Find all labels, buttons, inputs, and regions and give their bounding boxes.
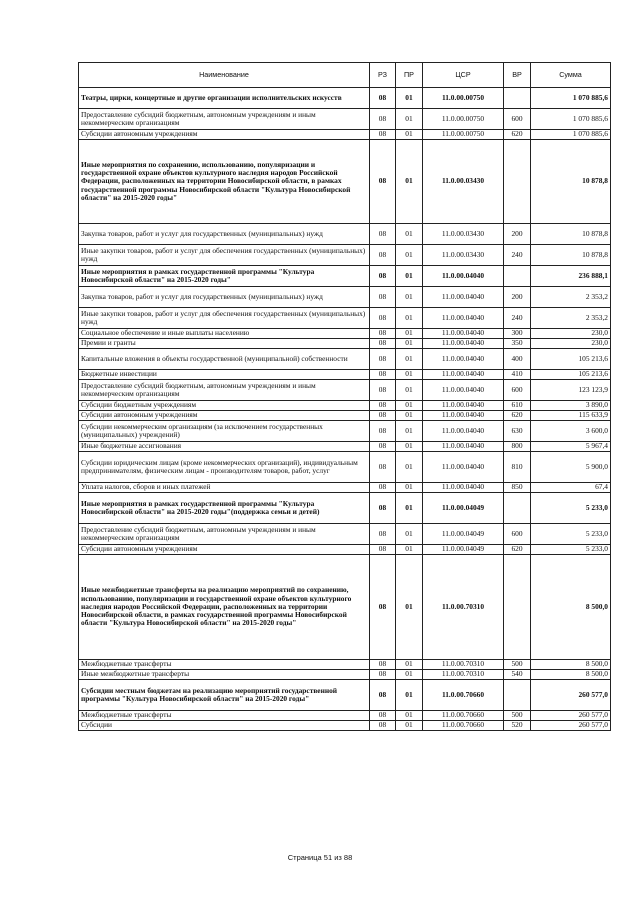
cell-vr (504, 266, 531, 287)
header-rz: РЗ (370, 63, 396, 88)
cell-csr: 11.0.00.04040 (423, 421, 504, 442)
cell-rz: 08 (370, 411, 396, 421)
cell-name: Театры, цирки, концертные и другие организации исполнительских искусств (79, 88, 370, 109)
cell-rz: 08 (370, 287, 396, 308)
cell-pr: 01 (396, 660, 423, 670)
cell-vr: 600 (504, 380, 531, 401)
cell-csr: 11.0.00.04040 (423, 339, 504, 349)
cell-pr: 01 (396, 329, 423, 339)
cell-rz: 08 (370, 308, 396, 329)
cell-sum: 5 967,4 (531, 442, 611, 452)
cell-sum: 10 878,8 (531, 245, 611, 266)
cell-pr: 01 (396, 493, 423, 524)
cell-csr: 11.0.00.03430 (423, 140, 504, 224)
table-row (79, 380, 611, 401)
cell-vr: 240 (504, 245, 531, 266)
cell-rz: 08 (370, 370, 396, 380)
cell-vr (504, 140, 531, 224)
cell-rz: 08 (370, 670, 396, 680)
table-header (79, 63, 611, 88)
table-row (79, 329, 611, 339)
cell-sum: 5 900,0 (531, 452, 611, 483)
cell-csr: 11.0.00.04040 (423, 452, 504, 483)
cell-csr: 11.0.00.04040 (423, 370, 504, 380)
cell-pr: 01 (396, 442, 423, 452)
cell-pr: 01 (396, 411, 423, 421)
cell-csr: 11.0.00.70660 (423, 711, 504, 721)
table-row (79, 545, 611, 555)
cell-vr: 620 (504, 545, 531, 555)
cell-vr: 500 (504, 711, 531, 721)
cell-rz: 08 (370, 266, 396, 287)
cell-name: Межбюджетные трансферты (79, 660, 370, 670)
cell-vr: 800 (504, 442, 531, 452)
cell-csr: 11.0.00.04040 (423, 266, 504, 287)
cell-rz: 08 (370, 380, 396, 401)
cell-sum: 3 600,0 (531, 421, 611, 442)
table-row (79, 442, 611, 452)
cell-csr: 11.0.00.04040 (423, 401, 504, 411)
cell-pr: 01 (396, 524, 423, 545)
cell-name: Иные межбюджетные трансферты (79, 670, 370, 680)
cell-rz: 08 (370, 493, 396, 524)
table-row (79, 483, 611, 493)
cell-rz: 08 (370, 524, 396, 545)
table-row (79, 109, 611, 130)
cell-csr: 11.0.00.04049 (423, 524, 504, 545)
table-row (79, 411, 611, 421)
cell-rz: 08 (370, 721, 396, 731)
cell-csr: 11.0.00.04040 (423, 329, 504, 339)
table-row (79, 524, 611, 545)
table-row (79, 266, 611, 287)
cell-csr: 11.0.00.00750 (423, 109, 504, 130)
cell-sum: 123 123,9 (531, 380, 611, 401)
cell-name: Субсидии автономным учреждениям (79, 130, 370, 140)
cell-name: Субсидии некоммерческим организациям (за исключением государственных (муниципальных) учреждений) (79, 421, 370, 442)
cell-vr: 200 (504, 287, 531, 308)
cell-vr: 810 (504, 452, 531, 483)
table-row (79, 287, 611, 308)
table-row (79, 493, 611, 524)
table-row (79, 401, 611, 411)
cell-rz: 08 (370, 245, 396, 266)
cell-sum: 260 577,0 (531, 721, 611, 731)
cell-csr: 11.0.00.04040 (423, 308, 504, 329)
cell-sum: 5 233,0 (531, 545, 611, 555)
table-row (79, 670, 611, 680)
header-sum: Сумма (531, 63, 611, 88)
cell-csr: 11.0.00.04049 (423, 545, 504, 555)
cell-name: Субсидии местным бюджетам на реализацию мероприятий государственной программы "Культура Новосибирской области" на 2015-2020 годы" (79, 680, 370, 711)
cell-vr: 410 (504, 370, 531, 380)
cell-vr: 610 (504, 401, 531, 411)
cell-vr: 300 (504, 329, 531, 339)
cell-vr (504, 493, 531, 524)
cell-name: Иные мероприятия в рамках государственной программы "Культура Новосибирской области" на 2015-2020 годы"(поддержка семьи и детей) (79, 493, 370, 524)
cell-csr: 11.0.00.70310 (423, 660, 504, 670)
cell-csr: 11.0.00.03430 (423, 224, 504, 245)
cell-vr: 350 (504, 339, 531, 349)
table-row (79, 88, 611, 109)
cell-rz: 08 (370, 224, 396, 245)
cell-sum: 1 070 885,6 (531, 130, 611, 140)
table-row (79, 245, 611, 266)
cell-sum: 5 233,0 (531, 524, 611, 545)
cell-sum: 1 070 885,6 (531, 88, 611, 109)
cell-csr: 11.0.00.00750 (423, 88, 504, 109)
table-row (79, 680, 611, 711)
cell-rz: 08 (370, 130, 396, 140)
cell-name: Иные закупки товаров, работ и услуг для обеспечения государственных (муниципальных) нужд (79, 245, 370, 266)
cell-csr: 11.0.00.04040 (423, 411, 504, 421)
cell-pr: 01 (396, 555, 423, 660)
cell-csr: 11.0.00.70660 (423, 680, 504, 711)
cell-name: Иные мероприятия в рамках государственной программы "Культура Новосибирской области" на 2015-2020 годы" (79, 266, 370, 287)
cell-vr: 200 (504, 224, 531, 245)
cell-vr: 520 (504, 721, 531, 731)
cell-name: Субсидии юридическим лицам (кроме некоммерческих организаций), индивидуальным предпринимателям, физическим лицам - производителям товаров, работ, услуг (79, 452, 370, 483)
cell-rz: 08 (370, 401, 396, 411)
table-row (79, 130, 611, 140)
table-body (79, 88, 611, 731)
cell-vr (504, 680, 531, 711)
cell-rz: 08 (370, 452, 396, 483)
cell-csr: 11.0.00.70310 (423, 555, 504, 660)
cell-sum: 3 890,0 (531, 401, 611, 411)
table-row (79, 349, 611, 370)
table-row (79, 452, 611, 483)
cell-rz: 08 (370, 109, 396, 130)
cell-sum: 260 577,0 (531, 711, 611, 721)
cell-sum: 1 070 885,6 (531, 109, 611, 130)
cell-pr: 01 (396, 401, 423, 411)
header-vr: ВР (504, 63, 531, 88)
cell-pr: 01 (396, 140, 423, 224)
cell-name: Межбюджетные трансферты (79, 711, 370, 721)
page-number: Страница 51 из 88 (287, 853, 353, 862)
cell-sum: 8 500,0 (531, 670, 611, 680)
cell-csr: 11.0.00.04049 (423, 493, 504, 524)
budget-table (78, 62, 611, 731)
cell-sum: 2 353,2 (531, 308, 611, 329)
cell-vr: 620 (504, 411, 531, 421)
cell-pr: 01 (396, 109, 423, 130)
table-row (79, 721, 611, 731)
cell-vr: 400 (504, 349, 531, 370)
cell-vr: 850 (504, 483, 531, 493)
cell-sum: 10 878,8 (531, 224, 611, 245)
cell-sum: 260 577,0 (531, 680, 611, 711)
cell-name: Предоставление субсидий бюджетным, автономным учреждениям и иным некоммерческим организациям (79, 109, 370, 130)
header-csr: ЦСР (423, 63, 504, 88)
cell-rz: 08 (370, 442, 396, 452)
cell-pr: 01 (396, 308, 423, 329)
cell-pr: 01 (396, 711, 423, 721)
cell-name: Иные межбюджетные трансферты на реализацию мероприятий по сохранению, использованию, популяризации и государственной охране объектов культурного наследия народов Российской Федерации, расположенных на территории Новосибирской области, в рамках государственной программы Новосибирской области "Культура Новосибирской области" на 2015-2020 годы" (79, 555, 370, 660)
cell-vr: 630 (504, 421, 531, 442)
cell-name: Закупка товаров, работ и услуг для государственных (муниципальных) нужд (79, 224, 370, 245)
cell-pr: 01 (396, 339, 423, 349)
cell-vr: 600 (504, 524, 531, 545)
cell-rz: 08 (370, 680, 396, 711)
cell-pr: 01 (396, 224, 423, 245)
cell-pr: 01 (396, 545, 423, 555)
cell-name: Социальное обеспечение и иные выплаты населению (79, 329, 370, 339)
cell-rz: 08 (370, 339, 396, 349)
cell-sum: 2 353,2 (531, 287, 611, 308)
cell-name: Иные бюджетные ассигнования (79, 442, 370, 452)
cell-pr: 01 (396, 721, 423, 731)
cell-csr: 11.0.00.04040 (423, 380, 504, 401)
table-row (79, 370, 611, 380)
cell-vr: 500 (504, 660, 531, 670)
cell-vr: 240 (504, 308, 531, 329)
cell-name: Субсидии (79, 721, 370, 731)
table-row (79, 660, 611, 670)
cell-sum: 8 500,0 (531, 555, 611, 660)
cell-csr: 11.0.00.04040 (423, 442, 504, 452)
cell-csr: 11.0.00.04040 (423, 349, 504, 370)
cell-vr: 540 (504, 670, 531, 680)
table-row (79, 339, 611, 349)
cell-name: Премии и гранты (79, 339, 370, 349)
cell-pr: 01 (396, 287, 423, 308)
cell-sum: 8 500,0 (531, 660, 611, 670)
cell-name: Иные закупки товаров, работ и услуг для обеспечения государственных (муниципальных) нужд (79, 308, 370, 329)
cell-pr: 01 (396, 245, 423, 266)
cell-sum: 230,0 (531, 329, 611, 339)
cell-csr: 11.0.00.70310 (423, 670, 504, 680)
cell-name: Предоставление субсидий бюджетным, автономным учреждениям и иным некоммерческим организациям (79, 524, 370, 545)
cell-rz: 08 (370, 545, 396, 555)
cell-name: Субсидии автономным учреждениям (79, 411, 370, 421)
cell-name: Бюджетные инвестиции (79, 370, 370, 380)
cell-rz: 08 (370, 483, 396, 493)
cell-pr: 01 (396, 452, 423, 483)
cell-vr: 600 (504, 109, 531, 130)
cell-pr: 01 (396, 483, 423, 493)
cell-sum: 105 213,6 (531, 349, 611, 370)
cell-name: Субсидии автономным учреждениям (79, 545, 370, 555)
cell-csr: 11.0.00.04040 (423, 483, 504, 493)
header-pr: ПР (396, 63, 423, 88)
table-row (79, 308, 611, 329)
cell-name: Иные мероприятия по сохранению, использованию, популяризации и государственной охране объектов культурного наследия народов Российской Федерации, расположенных на территории Новосибирской области, в рамках государственной программы Новосибирской области "Культура Новосибирской области" на 2015-2020 годы" (79, 140, 370, 224)
cell-name: Предоставление субсидий бюджетным, автономным учреждениям и иным некоммерческим организациям (79, 380, 370, 401)
cell-vr: 620 (504, 130, 531, 140)
cell-sum: 10 878,8 (531, 140, 611, 224)
cell-rz: 08 (370, 555, 396, 660)
cell-sum: 5 233,0 (531, 493, 611, 524)
table-row (79, 555, 611, 660)
cell-sum: 230,0 (531, 339, 611, 349)
table-row (79, 224, 611, 245)
cell-rz: 08 (370, 349, 396, 370)
table-row (79, 140, 611, 224)
cell-name: Субсидии бюджетным учреждениям (79, 401, 370, 411)
table-row (79, 711, 611, 721)
header-row (79, 63, 611, 88)
cell-csr: 11.0.00.04040 (423, 287, 504, 308)
header-name: Наименование (79, 63, 370, 88)
cell-rz: 08 (370, 329, 396, 339)
cell-rz: 08 (370, 421, 396, 442)
cell-vr (504, 88, 531, 109)
cell-pr: 01 (396, 266, 423, 287)
cell-name: Закупка товаров, работ и услуг для государственных (муниципальных) нужд (79, 287, 370, 308)
cell-pr: 01 (396, 680, 423, 711)
cell-pr: 01 (396, 380, 423, 401)
cell-sum: 236 888,1 (531, 266, 611, 287)
cell-pr: 01 (396, 130, 423, 140)
cell-csr: 11.0.00.03430 (423, 245, 504, 266)
cell-csr: 11.0.00.70660 (423, 721, 504, 731)
cell-pr: 01 (396, 670, 423, 680)
cell-sum: 115 633,9 (531, 411, 611, 421)
cell-rz: 08 (370, 711, 396, 721)
cell-pr: 01 (396, 421, 423, 442)
cell-rz: 08 (370, 88, 396, 109)
cell-vr (504, 555, 531, 660)
table-row (79, 421, 611, 442)
cell-csr: 11.0.00.00750 (423, 130, 504, 140)
cell-sum: 105 213,6 (531, 370, 611, 380)
cell-rz: 08 (370, 660, 396, 670)
cell-name: Уплата налогов, сборов и иных платежей (79, 483, 370, 493)
cell-pr: 01 (396, 349, 423, 370)
cell-name: Капитальные вложения в объекты государственной (муниципальной) собственности (79, 349, 370, 370)
cell-pr: 01 (396, 88, 423, 109)
cell-rz: 08 (370, 140, 396, 224)
cell-sum: 67,4 (531, 483, 611, 493)
cell-pr: 01 (396, 370, 423, 380)
